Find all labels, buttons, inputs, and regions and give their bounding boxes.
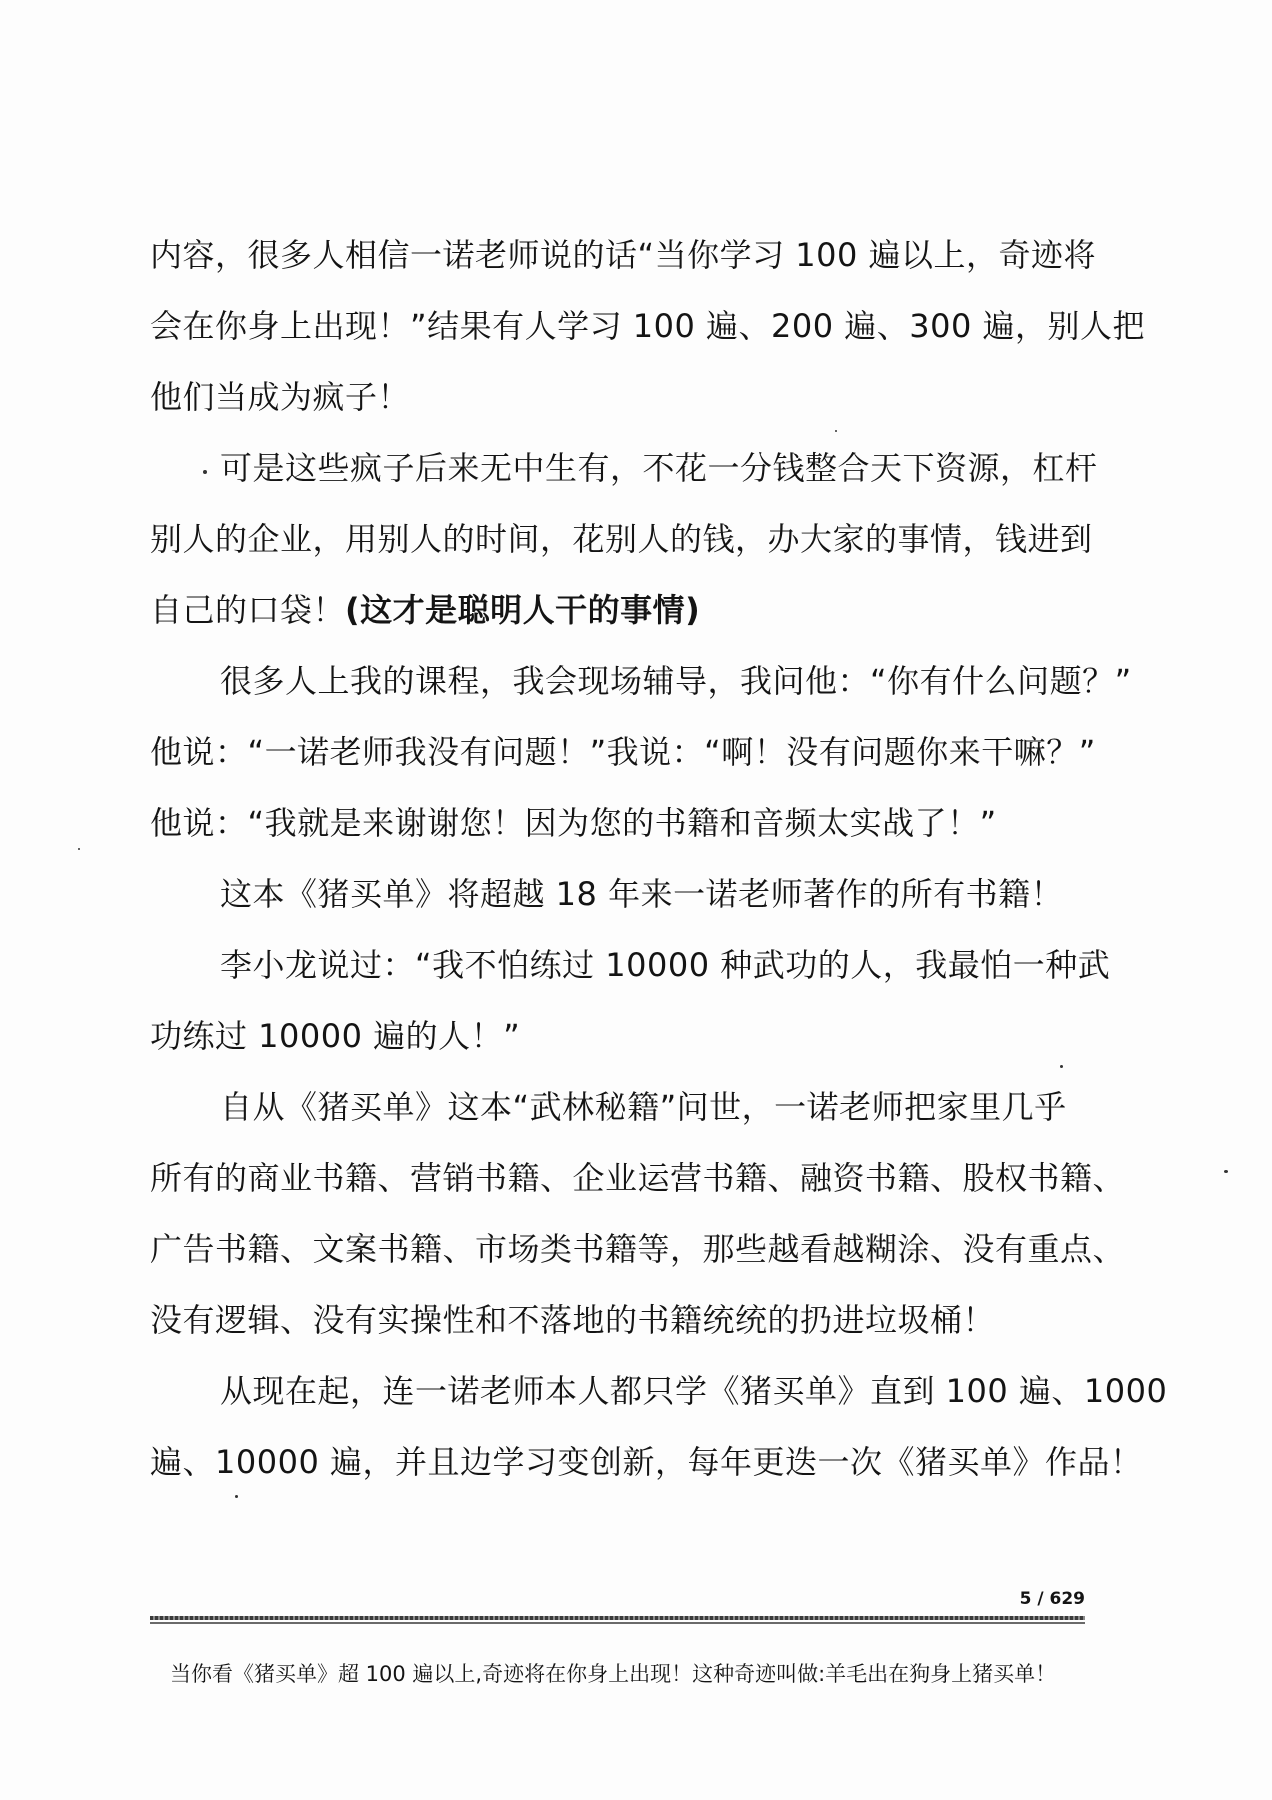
body-line-17: 从现在起，连一诺老师本人都只学《猪买单》直到 100 遍、1000	[220, 1372, 1168, 1410]
scan-speck	[1224, 1170, 1228, 1173]
body-line-16: 没有逻辑、没有实操性和不落地的书籍统统的扔进垃圾桶！	[150, 1301, 996, 1339]
body-line-5: 别人的企业，用别人的时间，花别人的钱，办大家的事情，钱进到	[150, 520, 1093, 558]
body-line-6-text: 自己的口袋！	[150, 591, 346, 629]
body-line-3: 他们当成为疯子！	[150, 378, 411, 416]
body-line-10: 这本《猪买单》将超越 18 年来一诺老师著作的所有书籍！	[220, 875, 1064, 913]
body-line-1: 内容，很多人相信一诺老师说的话“当你学习 100 遍以上，奇迹将	[150, 236, 1097, 274]
body-line-7: 很多人上我的课程，我会现场辅导，我问他：“你有什么问题？”	[220, 662, 1132, 700]
body-line-13: 自从《猪买单》这本“武林秘籍”问世，一诺老师把家里几乎	[220, 1088, 1067, 1126]
body-line-6	[150, 590, 1090, 630]
scan-speck	[1060, 1065, 1063, 1068]
scan-speck	[235, 1495, 238, 1498]
body-line-11: 李小龙说过：“我不怕练过 10000 种武功的人，我最怕一种武	[220, 946, 1111, 984]
footer-divider	[150, 1616, 1085, 1620]
body-line-15: 广告书籍、文案书籍、市场类书籍等，那些越看越糊涂、没有重点、	[150, 1230, 1126, 1268]
footer-divider-thin	[150, 1622, 1085, 1624]
scan-speck	[78, 848, 80, 850]
running-footer: 当你看《猪买单》超 100 遍以上,奇迹将在你身上出现！这种奇迹叫做:羊毛出在狗身上猪买单！	[170, 1662, 1057, 1686]
page-number: 5 / 629	[1019, 1589, 1085, 1609]
body-line-8: 他说：“一诺老师我没有问题！”我说：“啊！没有问题你来干嘛？”	[150, 733, 1096, 771]
body-line-12: 功练过 10000 遍的人！”	[150, 1017, 521, 1055]
body-line-14: 所有的商业书籍、营销书籍、企业运营书籍、融资书籍、股权书籍、	[150, 1159, 1126, 1197]
bold-note: (这才是聪明人干的事情)	[345, 591, 701, 629]
body-line-18: 遍、10000 遍，并且边学习变创新，每年更迭一次《猪买单》作品！	[150, 1443, 1143, 1481]
body-line-4: 可是这些疯子后来无中生有，不花一分钱整合天下资源，杠杆	[220, 449, 1098, 487]
body-line-2: 会在你身上出现！”结果有人学习 100 遍、200 遍、300 遍，别人把	[150, 307, 1146, 345]
body-line-9: 他说：“我就是来谢谢您！因为您的书籍和音频太实战了！”	[150, 804, 997, 842]
scan-speck	[835, 430, 837, 432]
scan-speck	[203, 470, 207, 474]
